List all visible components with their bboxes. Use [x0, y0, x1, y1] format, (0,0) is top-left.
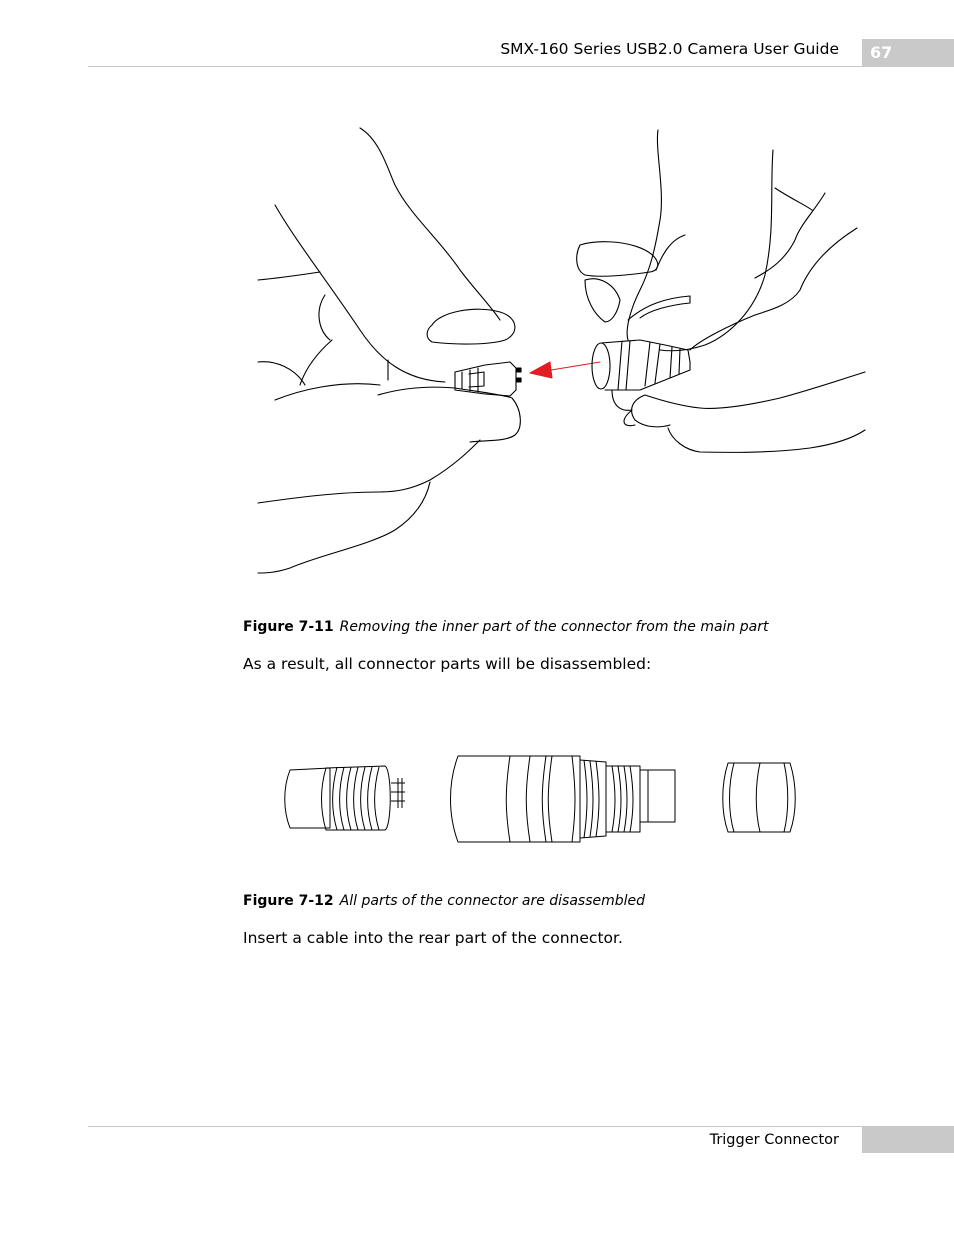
right-hand-drawing [577, 130, 865, 452]
header-rule [88, 66, 954, 67]
figure-number: Figure 7-11 [243, 619, 334, 635]
paragraph-disassembled: As a result, all connector parts will be disassembled: [243, 655, 652, 673]
figure-disassembled-connector-parts [280, 748, 800, 848]
figure-number: Figure 7-12 [243, 893, 334, 909]
page-header-title: SMX-160 Series USB2.0 Camera User Guide [500, 40, 839, 58]
footer-rule [88, 1126, 954, 1127]
figure-caption-text: Removing the inner part of the connector from the main part [339, 619, 769, 635]
inner-contact-part-drawing [285, 766, 405, 830]
page-number: 67 [862, 39, 954, 67]
figure-hands-disassembling-connector [250, 120, 880, 590]
inner-connector-part-drawing [455, 362, 521, 396]
paragraph-insert-cable: Insert a cable into the rear part of the connector. [243, 929, 623, 947]
main-connector-part-drawing [592, 340, 690, 390]
figure-caption-text: All parts of the connector are disassembled [339, 893, 646, 909]
removal-arrow [530, 362, 600, 378]
figure-7-11-caption [243, 619, 769, 635]
footer-tab [862, 1127, 954, 1153]
coupling-nut-part-drawing [723, 763, 796, 832]
main-housing-part-drawing [451, 756, 676, 842]
figure-7-12-caption [243, 893, 645, 909]
left-hand-drawing [258, 128, 520, 573]
footer-section-title: Trigger Connector [709, 1132, 839, 1148]
